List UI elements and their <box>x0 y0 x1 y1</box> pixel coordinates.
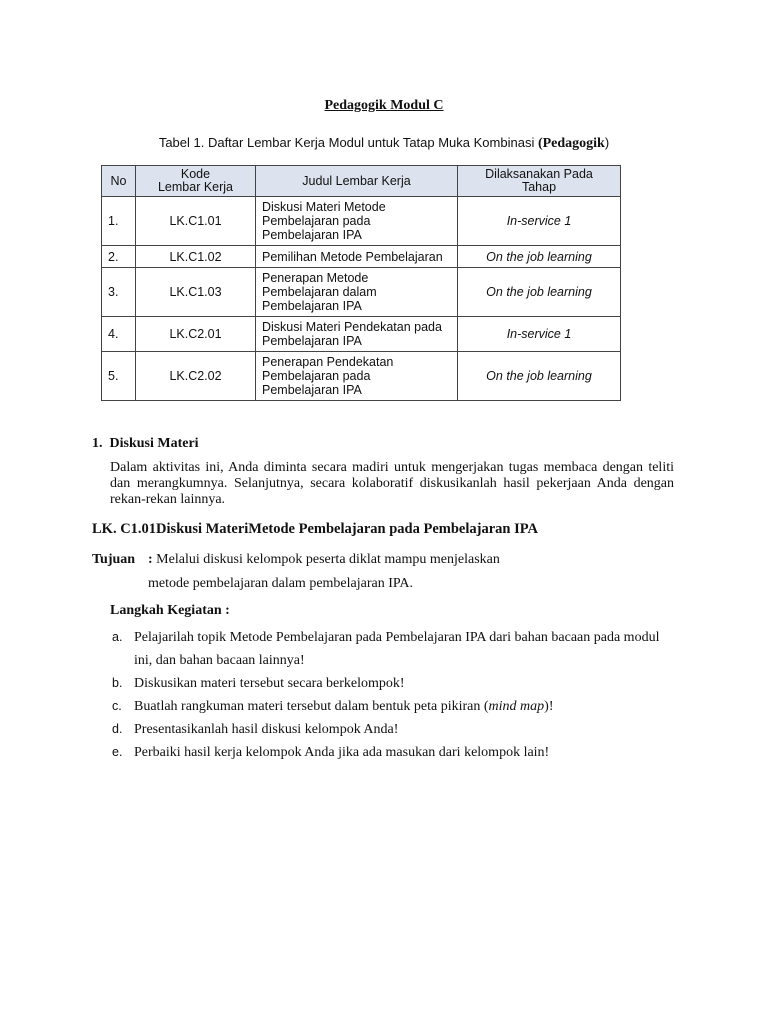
cell-kode: LK.C1.01 <box>136 197 256 246</box>
steps-list <box>112 626 676 764</box>
header-judul <box>256 166 458 197</box>
worksheet-table <box>101 165 621 401</box>
cell-judul <box>256 317 458 352</box>
section-heading: 1. Diskusi Materi <box>92 436 199 451</box>
cell-judul <box>256 268 458 317</box>
cell-tahap: On the job learning <box>458 268 621 317</box>
step-text: Presentasikanlah hasil diskusi kelompok Anda! <box>134 722 399 737</box>
document-title: Pedagogik Modul C <box>324 98 444 113</box>
step-label: c. <box>112 699 122 713</box>
cell-no: 2. <box>102 246 136 268</box>
header-no <box>102 166 136 197</box>
list-item <box>112 718 676 741</box>
step-label: b. <box>112 676 123 690</box>
cell-no: 1. <box>102 197 136 246</box>
cell-judul-line: Pembelajaran IPA <box>262 228 362 242</box>
tujuan-text-line1 <box>148 552 500 568</box>
header-tahap-line1: Dilaksanakan Pada <box>485 167 593 181</box>
cell-tahap: In-service 1 <box>458 197 621 246</box>
cell-tahap: On the job learning <box>458 352 621 401</box>
cell-judul-line: Diskusi Materi Pendekatan pada <box>262 320 442 334</box>
cell-judul-line: Pembelajaran pada <box>262 214 371 228</box>
lk-heading: LK. C1.01Diskusi MateriMetode Pembelajaran pada Pembelajaran IPA <box>92 521 538 537</box>
step-text: Diskusikan materi tersebut secara berkelompok! <box>134 676 405 691</box>
step-label: a. <box>112 630 123 644</box>
cell-no: 5. <box>102 352 136 401</box>
cell-tahap: On the job learning <box>458 246 621 268</box>
table-row <box>102 246 621 268</box>
step-text: Pelajarilah topik Metode Pembelajaran pada Pembelajaran IPA dari bahan bacaan pada modul <box>134 630 660 645</box>
list-item <box>112 626 676 672</box>
header-kode-line1: Kode <box>180 167 211 181</box>
header-kode-line2: Lembar Kerja <box>157 180 234 194</box>
step-label: d. <box>112 722 123 736</box>
cell-kode: LK.C2.01 <box>136 317 256 352</box>
step-text-cont: ini, dan bahan bacaan lainnya! <box>134 653 305 668</box>
cell-judul-line: Pembelajaran IPA <box>262 334 362 348</box>
header-kode <box>136 166 256 197</box>
step-text: Perbaiki hasil kerja kelompok Anda jika ada masukan dari kelompok lain! <box>134 745 550 760</box>
table-row <box>102 268 621 317</box>
tujuan-text: Melalui diskusi kelompok peserta diklat mampu menjelaskan <box>152 552 500 567</box>
step-text-suffix: )! <box>544 699 554 714</box>
cell-judul-line: Pembelajaran IPA <box>262 383 362 397</box>
cell-judul-line: Pembelajaran IPA <box>262 299 362 313</box>
list-item <box>112 672 676 695</box>
cell-judul <box>256 352 458 401</box>
header-tahap <box>458 166 621 197</box>
cell-judul-line: Penerapan Metode <box>262 271 369 285</box>
cell-judul-line: Pembelajaran dalam <box>262 285 377 299</box>
cell-kode: LK.C2.02 <box>136 352 256 401</box>
cell-judul-line: Diskusi Materi Metode <box>262 200 386 214</box>
table-row <box>102 352 621 401</box>
tujuan-label: Tujuan <box>92 552 136 567</box>
step-text-italic: mind map <box>488 699 545 714</box>
step-label: e. <box>112 745 123 759</box>
step-text: Buatlah rangkuman materi tersebut dalam bentuk peta pikiran ( <box>134 699 489 714</box>
tujuan-colon: : <box>148 552 153 567</box>
table-caption-text: Tabel 1. Daftar Lembar Kerja Modul untuk Tatap Muka Kombinasi <box>158 135 538 150</box>
table-caption-bold: (Pedagogik <box>537 136 605 151</box>
langkah-heading: Langkah Kegiatan : <box>110 603 230 618</box>
cell-judul <box>256 246 458 268</box>
table-caption-suffix: ) <box>604 135 610 150</box>
list-item <box>112 741 676 764</box>
table-header-row <box>102 166 621 197</box>
header-tahap-line2: Tahap <box>521 180 557 194</box>
table-caption <box>0 135 768 152</box>
list-item <box>112 695 676 718</box>
cell-judul-line: Penerapan Pendekatan <box>262 355 394 369</box>
table-row <box>102 197 621 246</box>
section-paragraph: Dalam aktivitas ini, Anda diminta secara madiri untuk mengerjakan tugas membaca dengan teliti dan merangkumnya. Selanjutnya, secara kolaboratif diskusikanlah hasil pekerjaan Anda dengan rekan-rekan lainnya. <box>110 460 674 507</box>
cell-judul-line: Pemilihan Metode Pembelajaran <box>262 249 443 264</box>
tujuan-text-line2: metode pembelajaran dalam pembelajaran IPA. <box>148 576 413 591</box>
cell-judul <box>256 197 458 246</box>
header-judul-label: Judul Lembar Kerja <box>302 173 411 188</box>
cell-tahap: In-service 1 <box>458 317 621 352</box>
cell-no: 4. <box>102 317 136 352</box>
cell-kode: LK.C1.03 <box>136 268 256 317</box>
table-row <box>102 317 621 352</box>
cell-no: 3. <box>102 268 136 317</box>
cell-kode: LK.C1.02 <box>136 246 256 268</box>
header-no-label: No <box>110 173 127 188</box>
cell-judul-line: Pembelajaran pada <box>262 369 371 383</box>
